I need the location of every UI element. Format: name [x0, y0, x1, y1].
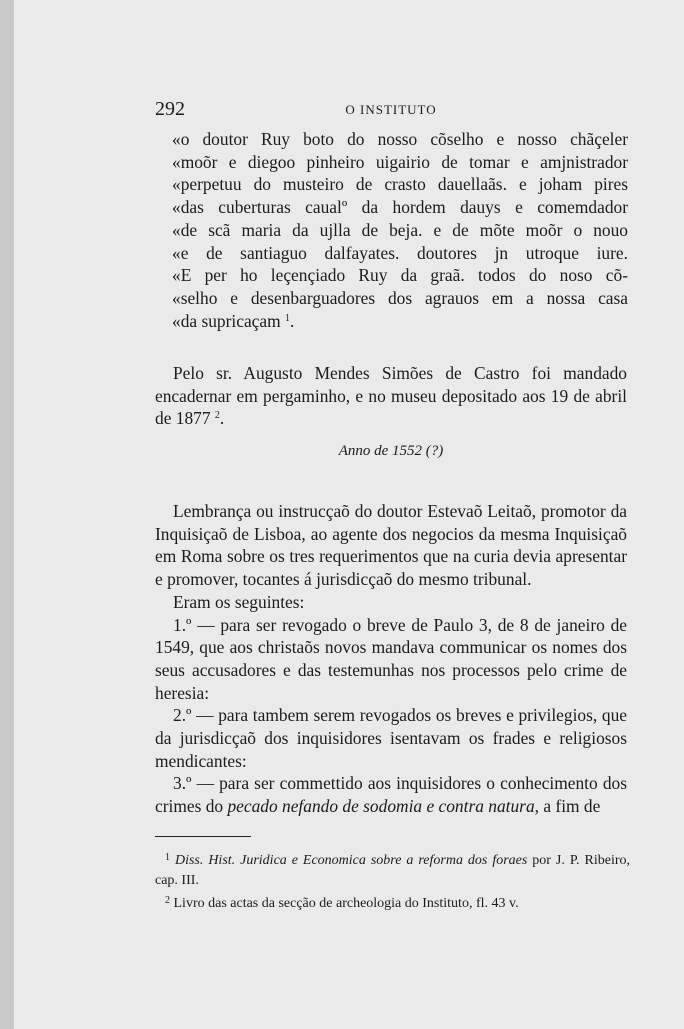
quote-line: «perpetuu do musteiro de crasto dauellaãs. e joham pires	[172, 174, 628, 195]
list-item-3-italic: pecado nefando de sodomia e contra natura,	[227, 796, 539, 817]
list-item-3-start: 3.º — para ser commettido aos inquisidores o conhecimento dos crimes do	[155, 773, 627, 817]
footnote-number: 2	[165, 895, 170, 906]
quote-end: .	[290, 310, 295, 331]
paragraph-intro: Lembrança ou instrucçaõ do doutor Estevaõ Leitaõ, promotor da Inquisiçaõ de Lisboa, ao agente dos negocios da mesma Inquisiçaõ em Roma sobre os tres requerimentos que na curia devia apresentar e promover, tocantes á jurisdicçaõ do mesmo tribunal.	[155, 501, 627, 590]
quote-line: «o doutor Ruy boto do nosso cõselho e nosso chãçeler	[172, 129, 628, 149]
footnote-2-text: Livro das actas da secção de archeologia do Instituto, fl. 43 v.	[173, 896, 519, 911]
quote-line: «selho e desenbarguadores dos agrauos em a nossa casa	[172, 287, 628, 308]
footnote-rule	[155, 836, 251, 837]
page-number: 292	[155, 98, 185, 120]
list-item-3-end: a fim de	[539, 796, 601, 817]
quote-line: «moõr e diegoo pinheiro uigairio de tomar e amjnistrador	[172, 151, 628, 172]
quote-line: «e de santiaguo dalfayates. doutores jn utroque iure.	[172, 242, 628, 263]
paragraph-eram: Eram os seguintes:	[173, 591, 305, 612]
footnotes	[155, 848, 630, 914]
footnote-1-title: Diss. Hist. Juridica e Economica sobre a reforma dos foraes	[174, 853, 528, 868]
footnote-number: 1	[165, 852, 170, 863]
paragraph-binding-note	[155, 362, 627, 430]
page-header	[155, 98, 627, 124]
quote-line-last	[172, 310, 628, 333]
quote-line: «de scã maria da ujlla de beja. e de mõte moõr o nouo	[172, 219, 628, 240]
footnote-1	[155, 848, 630, 891]
footnote-ref: 2	[214, 410, 220, 422]
paragraph-end: .	[219, 408, 225, 429]
page-spine-shadow	[0, 0, 14, 1029]
quote-line: «da supricaçam	[172, 310, 281, 331]
list-item-2: 2.º — para tambem serem revogados os breves e privilegios, que da jurisdicçaõ dos inquisidores isentavam os frades e religiosos mendicantes:	[155, 705, 627, 771]
section-date-heading: Anno de 1552 (?)	[338, 443, 444, 459]
footnote-2	[155, 891, 630, 914]
footnote-1-rest: por J. P. Ribeiro, cap. III.	[155, 853, 631, 888]
quote-line: «das cuberturas caualº da hordem dauys e comemdador	[172, 197, 628, 218]
list-item-1: 1.º — para ser revogado o breve de Paulo 3, de 8 de janeiro de 1549, que aos christaõs novos mandava communicar os nomes dos seus accusadores e das testemunhas nos processos pelo crime de heresia:	[155, 614, 627, 703]
running-title: O INSTITUTO	[345, 102, 437, 117]
section-body	[155, 500, 627, 818]
quote-line: «E per ho leçençiado Ruy da graã. todos do noso cõ-	[172, 265, 628, 286]
paragraph-text: Pelo sr. Augusto Mendes Simões de Castro foi mandado encadernar em pergaminho, e no museu depositado aos 19 de abril de 1877	[155, 363, 627, 429]
list-item-3	[155, 772, 627, 817]
footnote-ref: 1	[285, 312, 290, 324]
quoted-document	[172, 128, 628, 332]
